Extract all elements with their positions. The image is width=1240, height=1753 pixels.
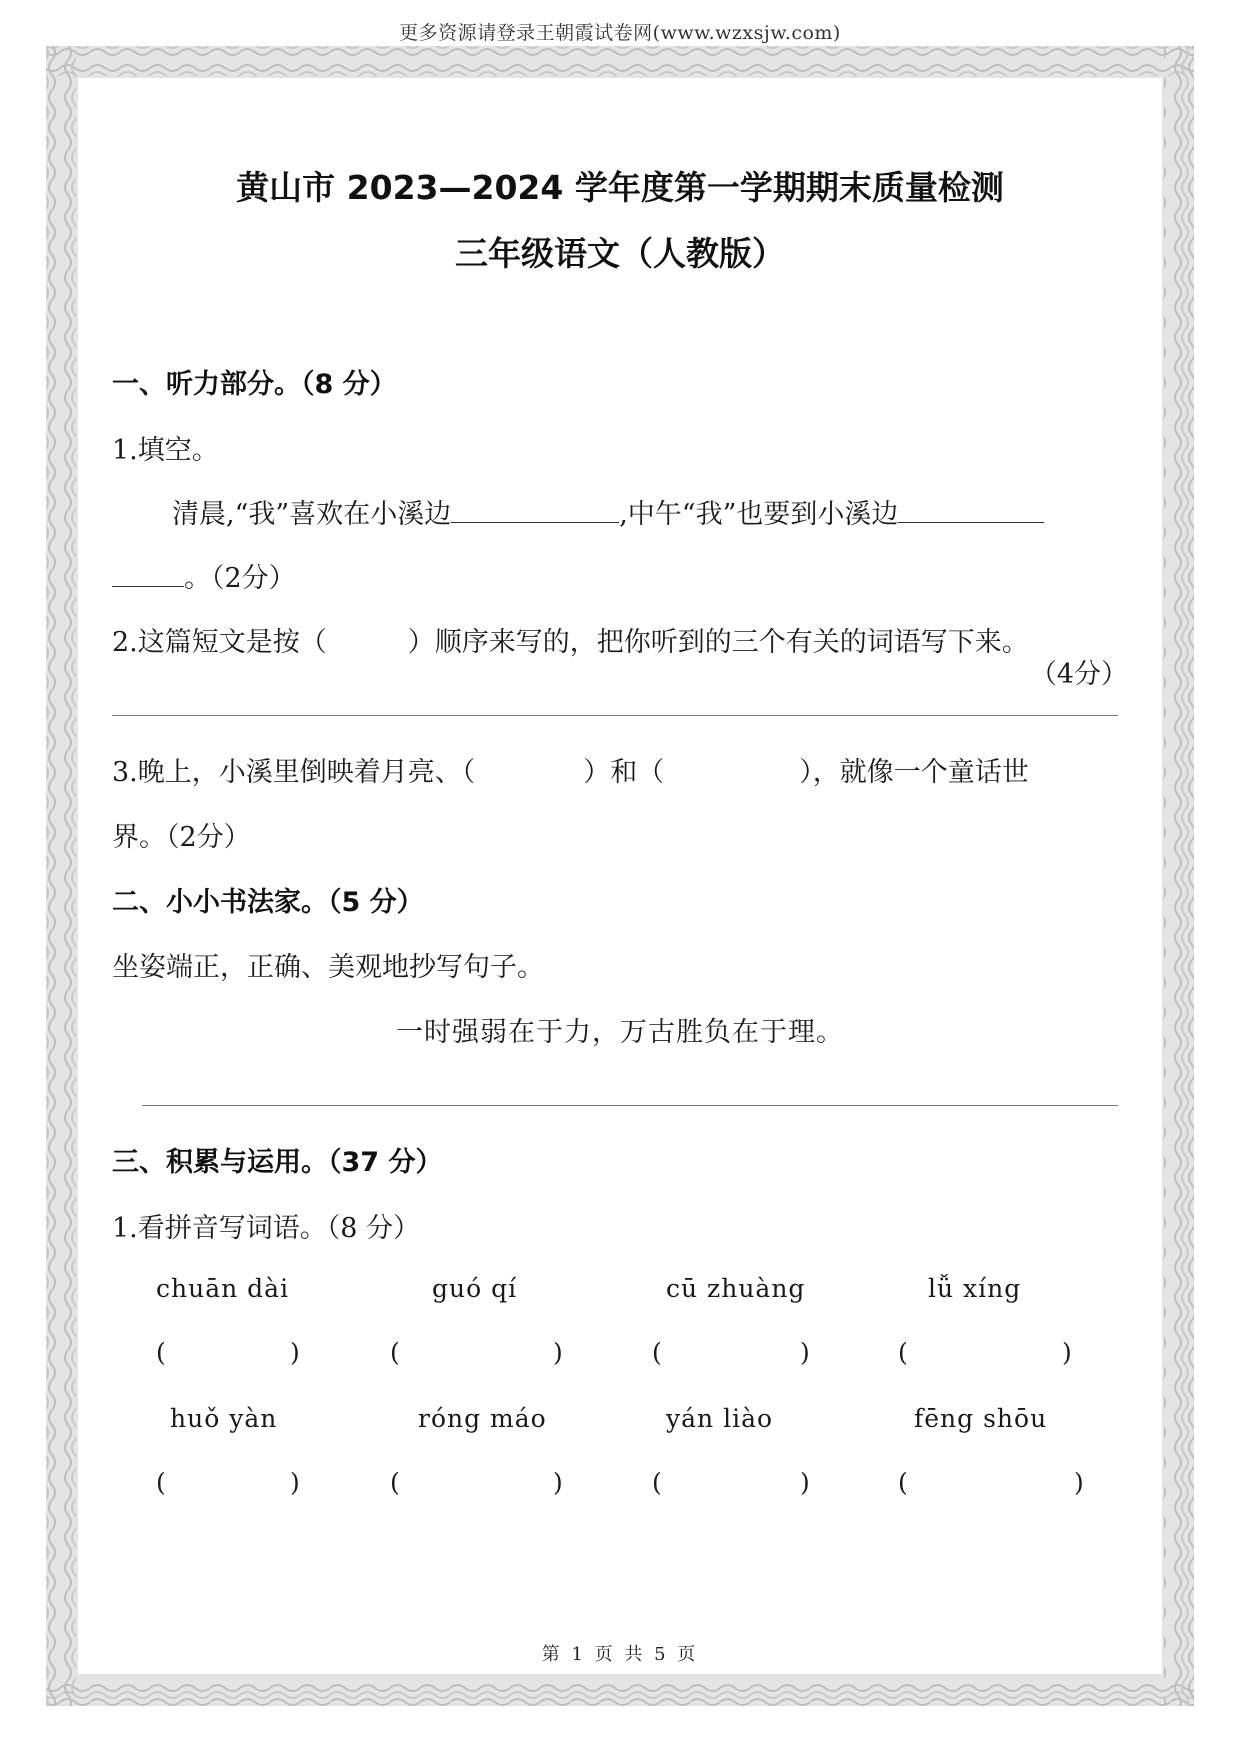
pinyin-item: huǒ yàn xyxy=(170,1404,278,1433)
section2-instruction: 坐姿端正，正确、美观地抄写句子。 xyxy=(112,952,544,983)
answer-bracket-close: ) xyxy=(800,1468,810,1497)
pinyin-question-label: 1.看拼音写词语。（8 分） xyxy=(112,1213,421,1244)
answer-bracket-close: ) xyxy=(553,1468,563,1497)
pinyin-item: guó qí xyxy=(432,1274,518,1303)
pinyin-item: chuān dài xyxy=(156,1274,290,1303)
answer-bracket-open: ( xyxy=(652,1338,662,1367)
answer-bracket-open: ( xyxy=(390,1338,400,1367)
answer-bracket-open: ( xyxy=(156,1468,166,1497)
answer-blank[interactable] xyxy=(451,521,619,523)
question-1-text-b: ,中午“我”也要到小溪边 xyxy=(619,499,899,530)
question-1-line-2 xyxy=(112,556,296,595)
answer-blank[interactable] xyxy=(898,521,1044,523)
answer-bracket-open: ( xyxy=(652,1468,662,1497)
section3-heading: 三、积累与运用。（37 分） xyxy=(112,1147,443,1178)
answer-bracket-open: ( xyxy=(898,1468,908,1497)
question-1-text-a: 清晨,“我”喜欢在小溪边 xyxy=(172,499,452,530)
answer-bracket-close: ) xyxy=(553,1338,563,1367)
question-2-text: 2.这篇短文是按（ ）顺序来写的，把你听到的三个有关的词语写下来。 xyxy=(112,627,1029,658)
answer-bracket-open: ( xyxy=(390,1468,400,1497)
answer-bracket-close: ) xyxy=(290,1468,300,1497)
question-2-score: （4分） xyxy=(1029,659,1128,690)
question-1-label: 1.填空。 xyxy=(112,435,219,466)
pinyin-item: lǚ xíng xyxy=(928,1274,1022,1303)
header-note: 更多资源请登录王朝霞试卷网(www.wzxsjw.com) xyxy=(399,22,841,44)
pinyin-item: fēng shōu xyxy=(914,1404,1048,1433)
question-1-text-c: 。（2分） xyxy=(184,563,296,594)
pinyin-item: róng máo xyxy=(418,1404,547,1433)
answer-line[interactable] xyxy=(112,715,1118,716)
pinyin-item: yán liào xyxy=(666,1404,774,1433)
page-number-footer: 第 1 页 共 5 页 xyxy=(541,1644,699,1665)
answer-blank[interactable] xyxy=(112,585,184,587)
section2-heading: 二、小小书法家。（5 分） xyxy=(112,887,424,918)
answer-bracket-close: ) xyxy=(1062,1338,1072,1367)
answer-bracket-open: ( xyxy=(898,1338,908,1367)
copy-sentence: 一时强弱在于力，万古胜负在于理。 xyxy=(396,1017,844,1048)
question-3-text: 3.晚上，小溪里倒映着月亮、（ ）和（ ），就像一个童话世 xyxy=(112,757,1029,788)
question-3-text-2: 界。（2分） xyxy=(112,822,251,853)
answer-bracket-close: ) xyxy=(800,1338,810,1367)
answer-bracket-close: ) xyxy=(290,1338,300,1367)
answer-bracket-close: ) xyxy=(1074,1468,1084,1497)
page-title: 黄山市 2023—2024 学年度第一学期期末质量检测 xyxy=(236,168,1004,207)
question-1-line xyxy=(172,492,1044,531)
pinyin-item: cū zhuàng xyxy=(666,1274,806,1303)
page-subtitle: 三年级语文（人教版） xyxy=(455,234,785,273)
section1-heading: 一、听力部分。（8 分） xyxy=(112,369,397,400)
answer-bracket-open: ( xyxy=(156,1338,166,1367)
copy-answer-line[interactable] xyxy=(142,1105,1118,1106)
